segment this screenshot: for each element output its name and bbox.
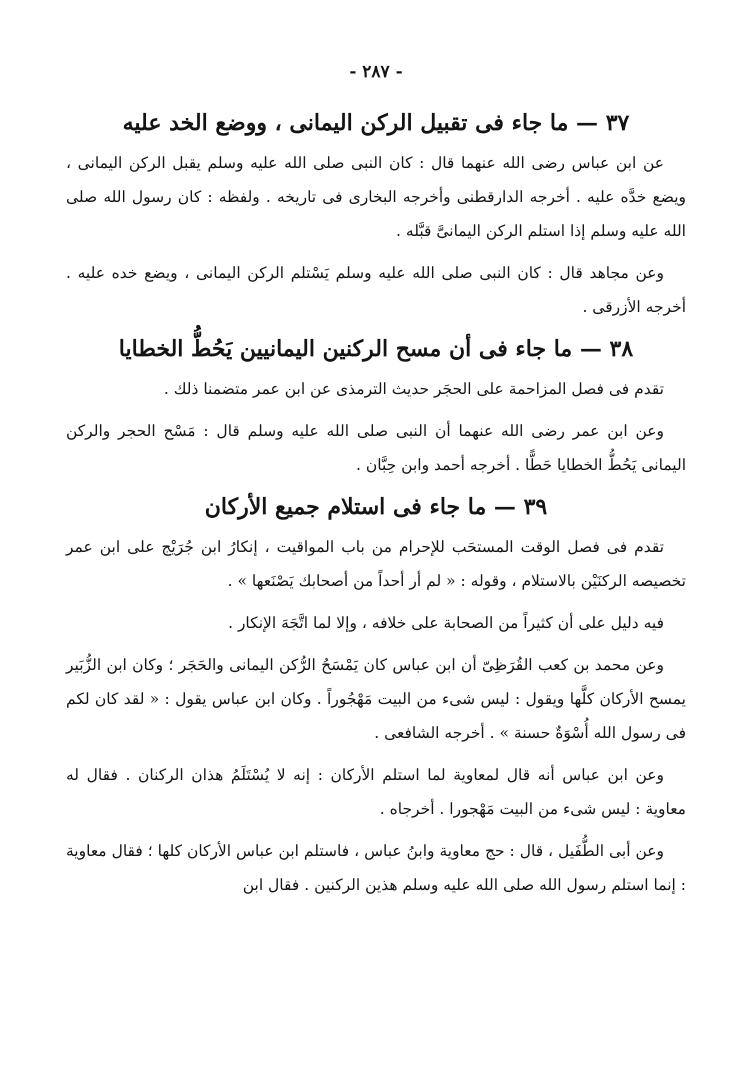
paragraph: وعن أبى الطُّفَيل ، قال : حج معاوية وابنُ عباس ، فاستلم ابن عباس الأركان كلها ؛ فقال معاوية : إنما استلم رسول الله صلى الله عليه وسلم هذين الركنين . فقال ابن [66, 842, 686, 894]
paragraph: وعن مجاهد قال : كان النبى صلى الله عليه وسلم يَسْتلم الركن اليمانى ، ويضع خده عليه . أخرجه الأزرقى . [66, 264, 686, 316]
section-heading: ٣٩ — ما جاء فى استلام جميع الأركان [204, 494, 548, 520]
section-heading: ٣٧ — ما جاء فى تقبيل الركن اليمانى ، ووضع الخد عليه [122, 110, 630, 136]
paragraph: تقدم فى فصل المزاحمة على الحجَر حديث الترمذى عن ابن عمر متضمنا ذلك . [163, 380, 664, 398]
paragraph: تقدم فى فصل الوقت المستحَب للإحرام من باب المواقيت ، إنكارُ ابن جُرَيْج على ابن عمر تخصيصه الركنَيْن بالاستلام ، وقوله : « لم أر أحداً من أصحابك يَصْنَعها » . [66, 538, 686, 590]
section-37 [66, 106, 686, 324]
paragraph: عن ابن عباس رضى الله عنهما قال : كان النبى صلى الله عليه وسلم يقبل الركن اليمانى ، ويضع خدَّه عليه . أخرجه الدارقطنى وأخرجه البخارى فى تاريخه . ولفظه : كان رسول الله صلى الله عليه وسلم إذا استلم الركن اليمانىَّ قبَّله . [66, 154, 686, 240]
paragraph: فيه دليل على أن كثيراً من الصحابة على خلافه ، وإلا لما اتَّجَهَ الإنكار . [228, 614, 664, 632]
paragraph: وعن ابن عمر رضى الله عنهما أن النبى صلى الله عليه وسلم قال : مَسْح الحجر والركن اليمانى يَحُطُّ الخطايا حَطًّا . أخرجه أحمد وابن حِبَّان . [66, 422, 686, 474]
page-number: - ٢٨٧ - [349, 62, 403, 82]
document-page [66, 58, 686, 910]
paragraph: وعن ابن عباس أنه قال لمعاوية لما استلم الأركان : إنه لا يُسْتَلَمُ هذان الركنان . فقال له معاوية : ليس شىء من البيت مَهْجورا . أخرجاه . [66, 766, 686, 818]
section-39 [66, 490, 686, 902]
section-heading: ٣٨ — ما جاء فى أن مسح الركنين اليمانيين يَحُطُّ الخطايا [118, 336, 634, 362]
section-38 [66, 332, 686, 482]
paragraph: وعن محمد بن كعب القُرَظِىّ أن ابن عباس كان يَمْسَحُ الرُّكن اليمانى والحَجَر ؛ وكان ابن الزُّبَير يمسح الأركان كلَّها ويقول : ليس شىء من البيت مَهْجُوراً . وكان ابن عباس يقول : « لقد كان لكم فى رسول الله أُسْوَةٌ حسنة » . أخرجه الشافعى . [66, 656, 686, 742]
